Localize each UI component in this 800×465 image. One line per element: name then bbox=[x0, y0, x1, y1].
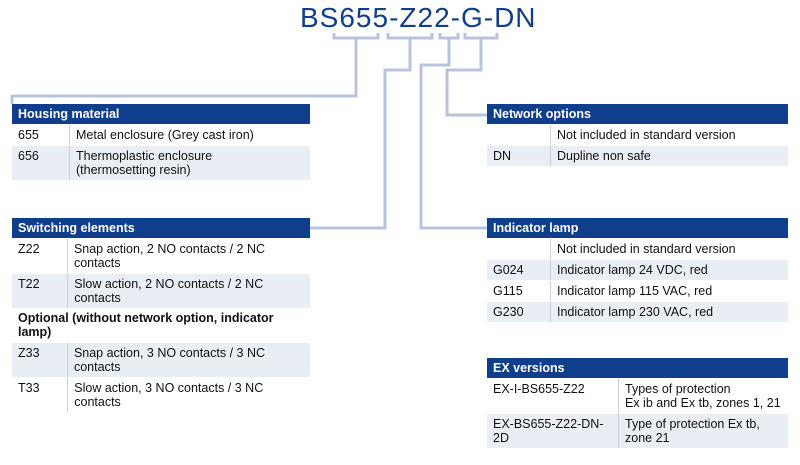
row-desc: Snap action, 2 NO contacts / 2 NC contacts bbox=[73, 242, 266, 270]
row-desc: Indicator lamp 24 VDC, red bbox=[557, 263, 708, 277]
table-row bbox=[12, 342, 310, 377]
row-desc: Slow action, 3 NO contacts / 3 NC contacts bbox=[74, 381, 264, 409]
row-desc-line: Type of protection Ex tb, bbox=[625, 417, 760, 431]
row-desc: Indicator lamp 115 VAC, red bbox=[557, 284, 713, 298]
table-row bbox=[487, 238, 788, 259]
bracket-network bbox=[465, 33, 497, 38]
row-desc: Slow action, 2 NO contacts / 2 NC contacts bbox=[74, 277, 264, 305]
table-row bbox=[487, 259, 788, 280]
table-row bbox=[12, 238, 310, 273]
bracket-housing bbox=[334, 33, 378, 38]
row-code: Z22 bbox=[12, 239, 68, 273]
row-desc: Snap action, 3 NO contacts / 3 NC contacts bbox=[73, 346, 266, 374]
line-switching bbox=[310, 38, 410, 228]
table-row bbox=[487, 145, 788, 166]
table-row bbox=[12, 273, 310, 308]
switching-header: Switching elements bbox=[12, 218, 310, 238]
table-row bbox=[487, 124, 788, 145]
line-indicator bbox=[421, 38, 487, 228]
table-row bbox=[487, 413, 788, 448]
optional-label: Optional (without network option, indicator lamp) bbox=[18, 311, 274, 339]
row-desc-line: Types of protection bbox=[625, 382, 731, 396]
line-housing bbox=[12, 38, 356, 104]
housing-table bbox=[12, 104, 310, 180]
indicator-header: Indicator lamp bbox=[487, 218, 788, 238]
table-row bbox=[487, 280, 788, 301]
row-desc: Dupline non safe bbox=[557, 149, 651, 163]
row-code bbox=[487, 239, 551, 259]
table-row bbox=[487, 378, 788, 413]
row-desc: Indicator lamp 230 VAC, red bbox=[557, 305, 714, 319]
row-code: Z33 bbox=[12, 343, 68, 377]
row-desc bbox=[619, 414, 766, 448]
row-code: EX-BS655-Z22-DN-2D bbox=[487, 414, 619, 448]
row-code: G024 bbox=[487, 260, 551, 280]
row-desc-line: Thermoplastic enclosure bbox=[76, 149, 213, 163]
line-network bbox=[447, 38, 487, 115]
ex-versions-header: EX versions bbox=[487, 358, 788, 378]
table-row bbox=[12, 145, 310, 180]
row-code: G230 bbox=[487, 302, 551, 322]
row-desc-line: Ex ib and Ex tb, zones 1, 21 bbox=[625, 396, 781, 410]
row-desc-line: zone 21 bbox=[625, 431, 670, 445]
row-code bbox=[487, 125, 551, 145]
row-desc: Not included in standard version bbox=[557, 242, 736, 256]
switching-table bbox=[12, 218, 310, 412]
network-header: Network options bbox=[487, 104, 788, 124]
table-row bbox=[12, 377, 310, 412]
order-code: BS655-Z22-G-DN bbox=[300, 2, 537, 33]
row-code: DN bbox=[487, 146, 551, 166]
row-code: EX-I-BS655-Z22 bbox=[487, 379, 619, 413]
row-desc bbox=[70, 146, 218, 180]
table-row bbox=[12, 124, 310, 145]
row-desc: Not included in standard version bbox=[557, 128, 736, 142]
bracket-switching bbox=[388, 33, 432, 38]
ex-versions-table bbox=[487, 358, 788, 448]
network-table bbox=[487, 104, 788, 166]
housing-header: Housing material bbox=[12, 104, 310, 124]
indicator-table bbox=[487, 218, 788, 322]
row-desc: Metal enclosure (Grey cast iron) bbox=[76, 128, 254, 142]
row-code: 655 bbox=[12, 125, 70, 145]
row-code: 656 bbox=[12, 146, 70, 180]
row-desc bbox=[619, 379, 787, 413]
bracket-indicator bbox=[440, 33, 458, 38]
row-desc-line: (thermosetting resin) bbox=[76, 163, 191, 177]
table-row bbox=[487, 301, 788, 322]
row-code: T22 bbox=[12, 274, 68, 308]
row-code: T33 bbox=[12, 378, 68, 412]
row-code: G115 bbox=[487, 281, 551, 301]
